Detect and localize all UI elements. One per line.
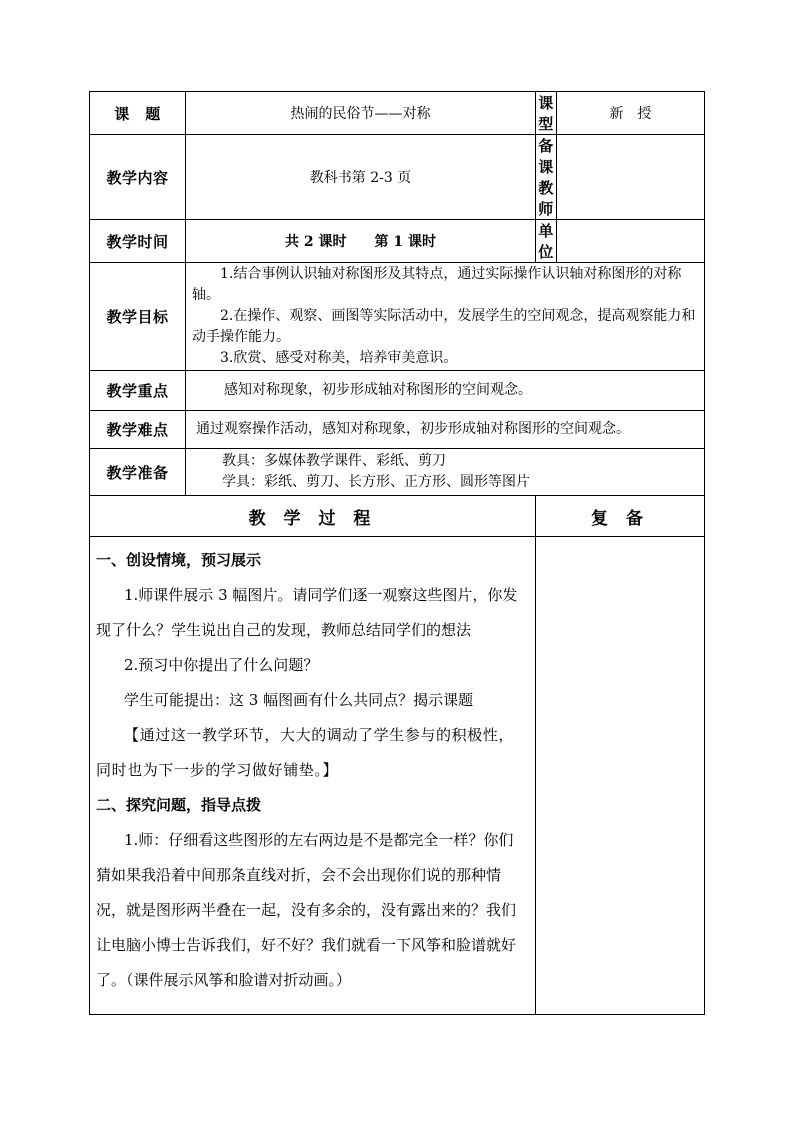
preparation-content [186,449,705,496]
difficulty-row [90,411,705,449]
key-point-label: 教学重点 [90,371,186,411]
key-point-value: 感知对称现象，初步形成轴对称图形的空间观念。 [186,371,705,411]
section-1-para-2: 2.预习中你提出了什么问题？ [124,656,319,674]
goals-row [90,263,705,371]
preparation-label: 教学准备 [90,449,186,496]
section-2-title: 二、探究问题，指导点拨 [96,796,262,814]
difficulty-value: 通过观察操作活动，感知对称现象，初步形成轴对称图形的空间观念。 [186,411,705,449]
teacher-label: 备课教师 [536,135,557,220]
type-value: 新 授 [557,92,705,135]
goal-item-2: 2.在操作、观察、画图等实际活动中，发展学生的空间观念，提高观察能力和动手操作能力。 [192,308,696,345]
key-point-row [90,371,705,411]
goals-label: 教学目标 [90,263,186,371]
unit-value [557,220,705,263]
content-row [90,135,705,220]
topic-value: 热闹的民俗节——对称 [186,92,536,135]
time-value: 共 2 课时 第 1 课时 [186,220,536,263]
type-label: 课 型 [536,92,557,135]
topic-label: 课 题 [90,92,186,135]
process-body-row [90,537,705,1015]
unit-label: 单 位 [536,220,557,263]
content-value: 教科书第 2-3 页 [186,135,536,220]
time-row [90,220,705,263]
lesson-plan-table [89,91,705,1015]
section-1-para-1: 1.师课件展示 3 幅图片。请同学们逐一观察这些图片，你发现了什么？学生说出自己的发现，教师总结同学们的想法 [96,586,518,639]
process-header-row [90,496,705,537]
process-header: 教 学 过 程 [90,496,536,537]
lesson-plan-page [89,91,704,1015]
time-label: 教学时间 [90,220,186,263]
topic-row [90,92,705,135]
difficulty-label: 教学难点 [90,411,186,449]
teacher-value [557,135,705,220]
teacher-tools: 教具：多媒体教学课件、彩纸、剪刀 [222,453,446,469]
review-column [536,537,705,1015]
goal-item-3: 3.欣赏、感受对称美，培养审美意识。 [220,350,458,366]
student-tools: 学具：彩纸、剪刀、长方形、正方形、圆形等图片 [222,474,530,490]
goal-item-1: 1.结合事例认识轴对称图形及其特点，通过实际操作认识轴对称图形的对称轴。 [192,266,682,303]
section-1-note: 【通过这一教学环节，大大的调动了学生参与的积极性，同时也为下一步的学习做好铺垫。】 [96,726,515,779]
review-header: 复 备 [536,496,705,537]
section-2-para-1: 1.师：仔细看这些图形的左右两边是不是都完全一样？你们猜如果我沿着中间那条直线对折，会不会出现你们说的那种情况，就是图形两半叠在一起，没有多余的，没有露出来的？我们让电脑小博士告诉我们，好不好？我们就看一下风筝和脸谱就好了。（课件展示风筝和脸谱对折动画。） [96,831,517,989]
preparation-row [90,449,705,496]
process-content [90,537,536,1015]
goals-content [186,263,705,371]
section-1-title: 一、创设情境，预习展示 [96,551,262,569]
section-1-para-3: 学生可能提出：这 3 幅图画有什么共同点？揭示课题 [124,691,474,709]
content-label: 教学内容 [90,135,186,220]
